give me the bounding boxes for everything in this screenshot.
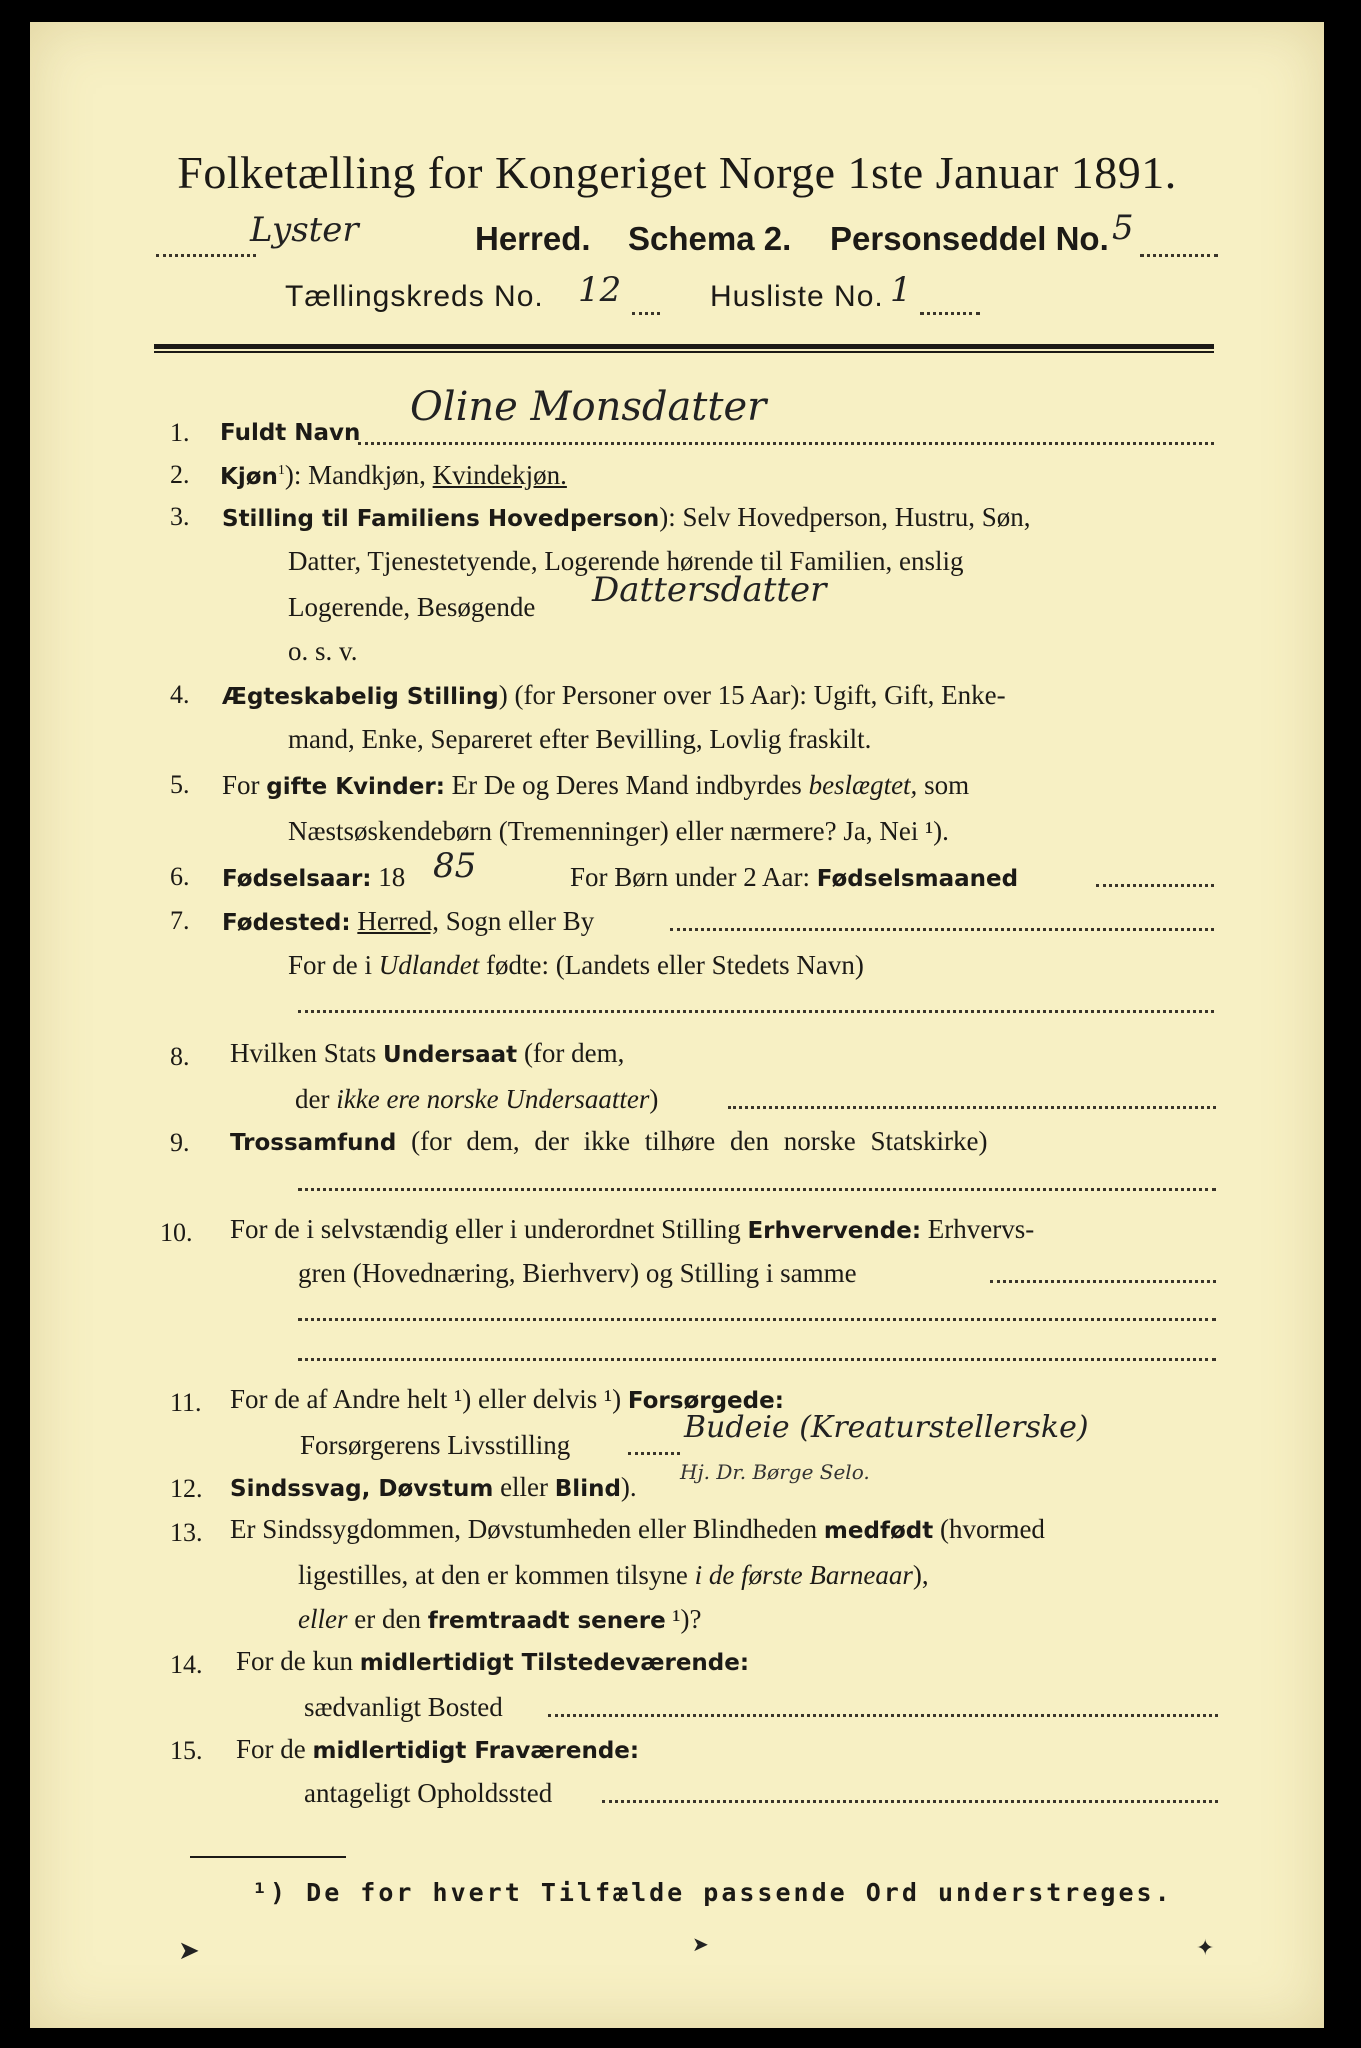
q7-text2a: For de i <box>288 950 372 980</box>
q3-number: 3. <box>170 502 190 531</box>
q10-dotline3 <box>298 1358 1216 1361</box>
q6-number: 6. <box>170 862 190 891</box>
q13-line1 <box>230 1514 1045 1545</box>
personseddel-value: 5 <box>1112 208 1134 248</box>
q14-pre: For <box>236 1646 274 1676</box>
q6-line <box>222 862 405 893</box>
q13-text2b: ), <box>912 1560 929 1590</box>
q8-text1b: (for dem, <box>523 1038 625 1068</box>
q6-answer: 85 <box>433 846 477 886</box>
q3-text1: ): Selv Hovedperson, Hustru, Søn, <box>659 502 1031 532</box>
q6-text: For Børn under 2 Aar: <box>570 862 810 892</box>
census-form <box>30 22 1324 2028</box>
q6-label2: Fødselsmaaned <box>816 866 1019 892</box>
q13-number: 13. <box>170 1518 203 1547</box>
q15-text2: antageligt Opholdssted <box>304 1778 553 1808</box>
header-rule-bottom <box>154 351 1214 353</box>
q10-dotline2 <box>298 1318 1216 1321</box>
q2-line <box>220 460 567 491</box>
q2-sup: 1 <box>277 463 285 478</box>
q10-text2: gren (Hovednæring, Bierhverv) og Stilling i samme <box>298 1258 857 1288</box>
q14-label: midlertidigt Tilstedeværende: <box>359 1650 750 1676</box>
q5-italic: beslægtet, <box>808 770 918 800</box>
q6-label: Fødselsaar: <box>222 866 372 892</box>
q7-text2b: fødte: (Landets eller Stedets Navn) <box>486 950 864 980</box>
q13-label3: fremtraadt senere <box>427 1608 666 1634</box>
q13-italic2: i de første Barneaar <box>694 1560 913 1590</box>
q15-dotline <box>602 1800 1218 1803</box>
q3-label: Stilling til Familiens Hovedperson <box>222 506 660 532</box>
kreds-label: Tællingskreds No. <box>285 280 544 313</box>
q12-label: Sindssvag, Døvstum <box>230 1476 494 1502</box>
q14-text: de kun <box>280 1646 353 1676</box>
personseddel-dotline <box>1140 254 1218 257</box>
q8-text1a: Hvilken Stats <box>230 1038 377 1068</box>
q14-text2: sædvanligt Bosted <box>304 1692 503 1722</box>
q12-text: eller <box>500 1472 549 1502</box>
q11-answer: Budeie (Kreaturstellerske) <box>684 1410 1089 1445</box>
q13-italic3: eller <box>298 1604 348 1634</box>
corner-mark-center: ➤ <box>692 1932 709 1956</box>
q2-text: ): Mandkjøn, <box>284 460 426 490</box>
q12-label2: Blind <box>554 1476 621 1502</box>
q13-text2a: ligestilles, at den er kommen tilsyne <box>298 1560 688 1590</box>
q8-text2a: der <box>295 1084 330 1114</box>
q14-number: 14. <box>170 1650 203 1679</box>
q1-label: Fuldt Navn <box>220 420 361 446</box>
q9-line <box>230 1126 987 1157</box>
q8-text2b: ) <box>649 1084 659 1114</box>
q15-text: de <box>280 1734 306 1764</box>
husliste-value: 1 <box>890 270 912 310</box>
q11-text2: Forsørgerens Livsstilling <box>300 1430 571 1460</box>
q10-text1: For de i selvstændig eller i underordnet Stilling <box>230 1214 741 1244</box>
q10-dotline1 <box>990 1280 1216 1283</box>
q9-label: Trossamfund <box>230 1130 397 1156</box>
q7-label: Fødested: <box>222 910 351 936</box>
form-title: Folketælling for Kongeriget Norge 1ste Januar 1891. <box>177 147 1177 198</box>
q8-line2 <box>295 1084 658 1115</box>
q15-label: midlertidigt Fraværende: <box>312 1738 640 1764</box>
q11-dotline <box>628 1452 680 1455</box>
q12-line <box>230 1472 637 1503</box>
q7-text1: Sogn eller By <box>445 906 595 936</box>
q8-dotline <box>728 1106 1216 1109</box>
q4-number: 4. <box>170 680 190 709</box>
q12-end: ). <box>620 1472 637 1502</box>
q3-text2: Datter, Tjenestetyende, Logerende hørende til Familien, enslig <box>288 546 964 576</box>
q7-line1 <box>222 906 594 937</box>
husliste-dotline <box>920 312 980 315</box>
q1-dotline <box>358 442 1214 445</box>
kreds-value: 12 <box>578 270 622 310</box>
q11-text1: For de af Andre helt ¹) eller delvis ¹) <box>230 1384 622 1414</box>
q13-line3 <box>298 1604 702 1635</box>
q13-line2 <box>298 1560 929 1591</box>
q5-number: 5. <box>170 770 190 799</box>
q4-line1 <box>222 680 1006 711</box>
q10-text1b: Erhvervs- <box>927 1214 1035 1244</box>
q2-label: Kjøn <box>220 464 278 490</box>
q5-label: gifte Kvinder: <box>266 774 445 800</box>
q14-line1 <box>236 1646 749 1677</box>
q9-dotline <box>298 1188 1216 1191</box>
q14-dotline <box>548 1714 1218 1717</box>
corner-mark-right: ✦ <box>1196 1936 1215 1961</box>
q4-text1: ) (for Personer over 15 Aar): Ugift, Gift, Enke- <box>498 680 1006 710</box>
q9-number: 9. <box>170 1128 190 1157</box>
q13-text1a: Er Sindssygdommen, Døvstumheden eller Blindheden <box>230 1514 818 1544</box>
q8-number: 8. <box>170 1042 190 1071</box>
q3-text3: Logerende, Besøgende <box>288 592 536 622</box>
q7-dotline1 <box>670 928 1214 931</box>
q15-number: 15. <box>170 1736 203 1765</box>
q6-prefix: 18 <box>378 862 406 892</box>
q8-italic: ikke ere norske Undersaatter <box>336 1084 650 1114</box>
q3-text4: o. s. v. <box>288 636 358 666</box>
q8-line1 <box>230 1038 624 1069</box>
q4-label: Ægteskabelig Stilling <box>222 684 499 710</box>
q12-answer: Hj. Dr. Børge Selo. <box>680 1460 870 1484</box>
q11-number: 11. <box>170 1388 202 1417</box>
q7-line2 <box>288 950 864 981</box>
q7-dotline2 <box>298 1010 1214 1013</box>
q6-line2 <box>570 862 1018 893</box>
husliste-label: Husliste No. <box>710 280 884 313</box>
corner-mark-left: ➤ <box>178 1936 200 1966</box>
q2-underlined: Kvindekjøn. <box>432 460 567 490</box>
footnote-rule <box>190 1856 346 1858</box>
q13-text1b: (hvormed <box>939 1514 1045 1544</box>
header-rule-top <box>154 344 1214 349</box>
q5-line1 <box>222 770 969 801</box>
personseddel-label: Personseddel No. <box>830 220 1109 257</box>
q11-label: Forsørgede: <box>627 1388 784 1414</box>
q13-label: medfødt <box>823 1518 934 1544</box>
q5-text2: Næstsøskendebørn (Tremenninger) eller nærmere? Ja, Nei ¹). <box>288 816 949 846</box>
q5-end: som <box>924 770 970 800</box>
q10-label: Erhvervende: <box>747 1218 922 1244</box>
q10-line1 <box>230 1214 1034 1245</box>
q13-text3a: er den <box>354 1604 421 1634</box>
q15-pre: For <box>236 1734 274 1764</box>
q5-text1: Er De og Deres Mand indbyrdes <box>451 770 802 800</box>
q7-underlined: Herred, <box>357 906 440 936</box>
q1-answer: Oline Monsdatter <box>410 384 767 430</box>
q8-label: Undersaat <box>383 1042 518 1068</box>
q9-text: (for dem, der ikke tilhøre den norske Statskirke) <box>411 1126 988 1156</box>
schema-label: Schema 2. <box>628 220 792 257</box>
q15-line1 <box>236 1734 639 1765</box>
q13-text3b: ¹)? <box>672 1604 702 1634</box>
q3-answer: Dattersdatter <box>592 570 827 610</box>
q10-number: 10. <box>160 1218 193 1247</box>
q1-number: 1. <box>170 418 190 447</box>
herred-dotline <box>156 254 256 257</box>
q12-number: 12. <box>170 1474 203 1503</box>
footnote: ¹) De for hvert Tilfælde passende Ord understreges. <box>252 1878 1173 1907</box>
q4-text2: mand, Enke, Separeret efter Bevilling, Lovlig fraskilt. <box>288 724 872 754</box>
q6-dotline <box>1096 884 1214 887</box>
q2-number: 2. <box>170 460 190 489</box>
q7-number: 7. <box>170 906 190 935</box>
q3-line1 <box>222 502 1031 533</box>
kreds-dotline <box>632 312 660 315</box>
q7-italic: Udlandet <box>378 950 480 980</box>
q5-pre: For <box>222 770 260 800</box>
herred-value: Lyster <box>250 210 359 250</box>
herred-label: Herred. <box>475 220 591 257</box>
